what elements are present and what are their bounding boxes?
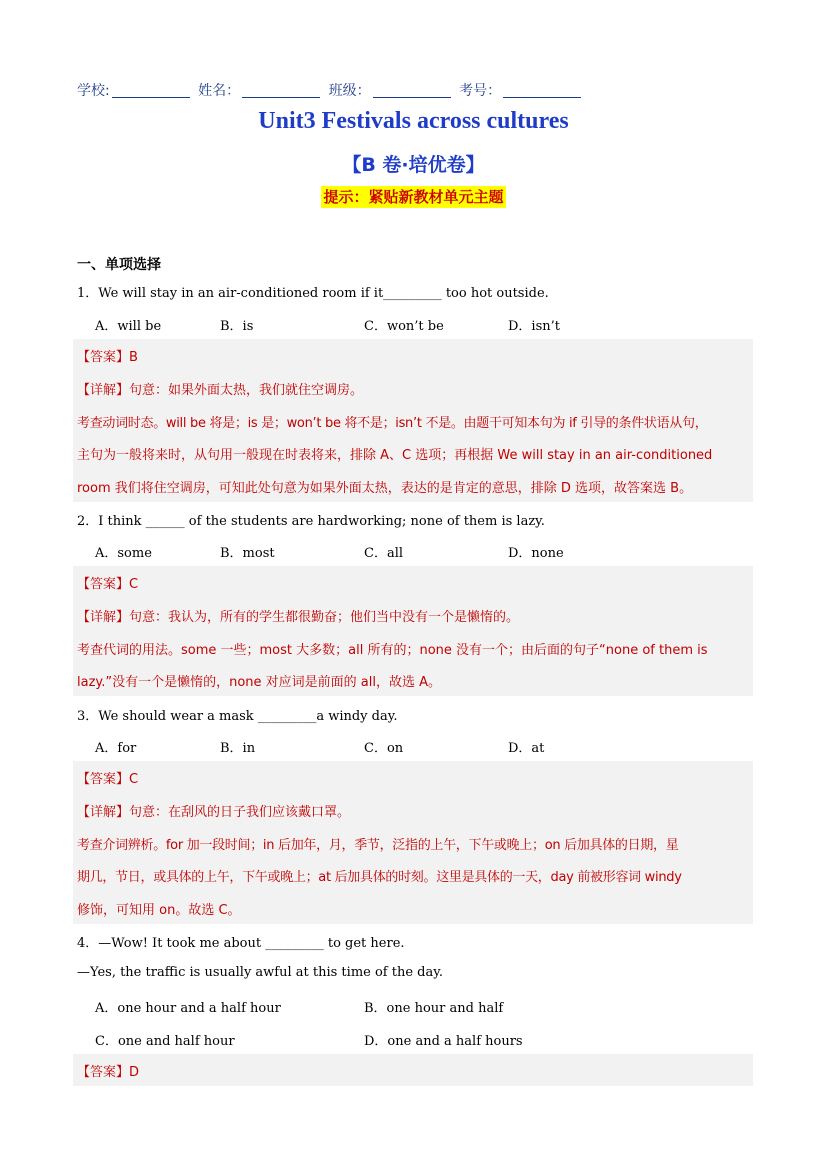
question-3-answer-box [73,761,753,924]
tip-wrapper [0,186,827,208]
exam-no-blank[interactable] [503,83,581,98]
question-1-answer: 【答案】B [77,350,138,365]
name-label: 姓名： [198,83,241,99]
question-1-detail-line: 主句为一般将来时，从句用一般现在时表将来，排除 A、C 选项；再根据 We will stay in an air-conditioned [77,448,713,463]
question-4-answer-box [73,1054,753,1086]
tip-banner: 提示：紧贴新教材单元主题 [323,188,504,206]
question-1-option-c[interactable]: C．won’t be [364,319,444,334]
question-2-answer-box [73,566,753,696]
question-2-option-c[interactable]: C．all [364,546,404,561]
question-2-option-d[interactable]: D．none [508,546,564,561]
question-2-detail-line: lazy.”没有一个是懒惰的，none 对应词是前面的 all，故选 A。 [77,675,442,690]
question-4-option-d[interactable]: D．one and a half hours [364,1034,523,1049]
question-3-option-a[interactable]: A．for [95,741,137,756]
question-3-option-d[interactable]: D．at [508,741,545,756]
question-3-answer: 【答案】C [77,772,139,787]
question-1-detail-line: room 我们将住空调房，可知此处句意为如果外面太热，表达的是肯定的意思，排除 D 选项，故答案选 B。 [77,481,693,496]
question-2-answer: 【答案】C [77,577,139,592]
question-2-detail-line: 考查代词的用法。some 一些；most 大多数；all 所有的；none 没有一个；由后面的句子“none of them is [77,643,708,658]
question-3-option-b[interactable]: B．in [220,741,256,756]
question-1-option-d[interactable]: D．isn’t [508,319,560,334]
question-3-stem: 3．We should wear a mask _________a windy day. [77,709,398,724]
class-label: 班级： [328,83,371,99]
section-heading: 一、单项选择 [77,257,161,273]
class-blank[interactable] [373,83,451,98]
question-4-stem-reply: —Yes, the traffic is usually awful at this time of the day. [77,965,443,980]
question-1-detail-line: 考查动词时态。will be 将是；is 是；won’t be 将不是；isn’t 不是。由题干可知本句为 if 引导的条件状语从句， [77,416,708,431]
question-4-option-b[interactable]: B．one hour and half [364,1001,504,1016]
question-1-option-a[interactable]: A．will be [95,319,162,334]
name-blank[interactable] [242,83,320,98]
exam-no-label: 考号： [459,83,502,99]
question-4-option-c[interactable]: C．one and half hour [95,1034,235,1049]
question-3-option-c[interactable]: C．on [364,741,404,756]
question-4-stem: 4．—Wow! It took me about _________ to get here. [77,936,405,951]
page-subtitle: 【B 卷·培优卷】 [342,154,485,176]
question-1-detail-line: 【详解】句意：如果外面太热，我们就住空调房。 [77,383,364,398]
page-title: Unit3 Festivals across cultures [258,108,569,134]
question-1-option-b[interactable]: B．is [220,319,254,334]
school-label: 学校: [77,83,110,99]
question-3-detail-line: 考查介词辨析。for 加一段时间；in 后加年，月，季节，泛指的上午，下午或晚上；on 后加具体的日期，星 [77,838,679,853]
question-2-option-a[interactable]: A．some [95,546,152,561]
question-3-detail-line: 修饰，可知用 on。故选 C。 [77,903,241,918]
question-2-option-b[interactable]: B．most [220,546,275,561]
question-3-detail-line: 【详解】句意：在刮风的日子我们应该戴口罩。 [77,805,351,820]
question-1-answer-box [73,339,753,502]
question-2-detail-line: 【详解】句意：我认为，所有的学生都很勤奋；他们当中没有一个是懒惰的。 [77,610,520,625]
question-3-detail-line: 期几，节日，或具体的上午，下午或晚上；at 后加具体的时刻。这里是具体的一天，day 前被形容词 windy [77,870,682,885]
student-info-line [77,80,585,100]
question-4-answer: 【答案】D [77,1065,140,1080]
question-1-stem: 1．We will stay in an air-conditioned room if it_________ too hot outside. [77,286,549,301]
question-4-option-a[interactable]: A．one hour and a half hour [95,1001,281,1016]
question-2-stem: 2．I think ______ of the students are hardworking; none of them is lazy. [77,514,545,529]
school-blank[interactable] [112,83,190,98]
